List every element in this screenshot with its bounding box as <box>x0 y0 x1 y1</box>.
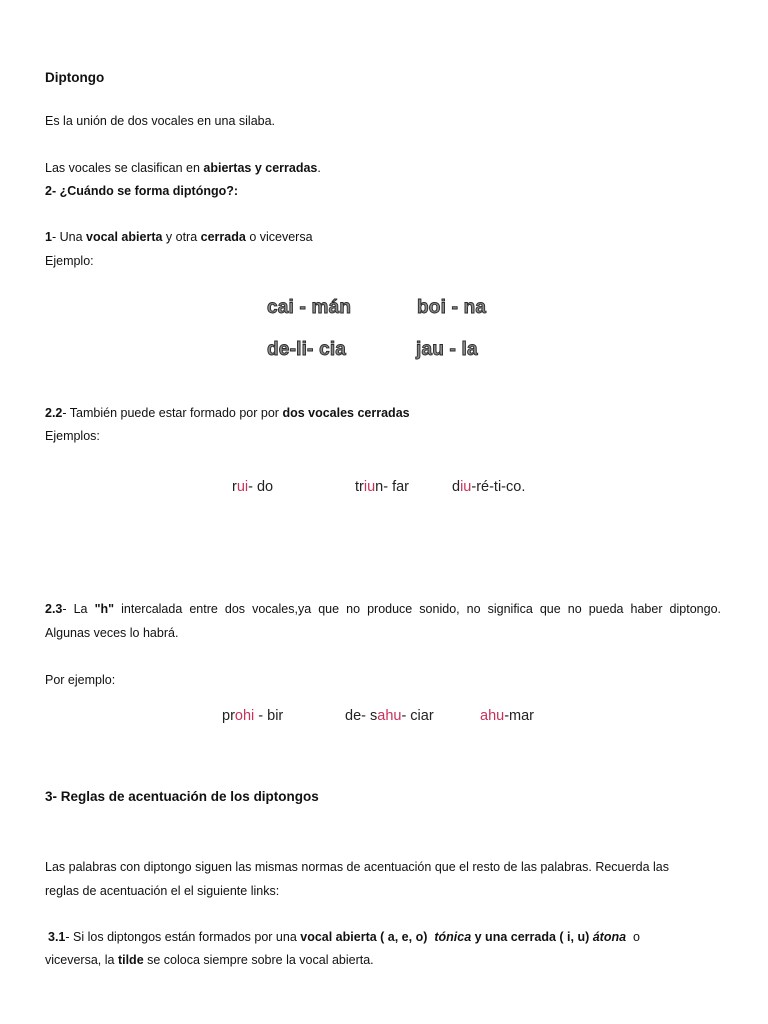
rule2-example-label: Ejemplos: <box>45 429 100 443</box>
rule31-t1: - Si los diptongos están formados por una <box>65 930 301 944</box>
rule1-t3: o viceversa <box>245 230 313 244</box>
syllable-part: tr <box>355 479 364 495</box>
rule1-example-label: Ejemplo: <box>45 254 94 268</box>
rule3-t2: intercalada entre dos vocales,ya que no produce sonido, no significa que no pueda haber diptongo. <box>114 602 721 616</box>
rule31-bold1: vocal abierta ( a, e, o) <box>300 930 428 944</box>
rule3-bold1: "h" <box>94 602 115 616</box>
syllable-word <box>222 706 283 726</box>
rule3-example-label: Por ejemplo: <box>45 673 116 687</box>
rule1-text <box>45 229 313 245</box>
rule31-l2-bold: tilde <box>117 953 144 967</box>
rule3-number: 2.3 <box>45 602 63 616</box>
syllable-part: pr <box>222 708 235 724</box>
classification-text <box>45 160 321 176</box>
example-word: de-li- cia <box>267 339 347 360</box>
classification-end: . <box>317 161 321 175</box>
syllable-part: r <box>232 479 237 495</box>
classification-lead: Las vocales se clasifican en <box>45 161 204 175</box>
rule1-t1: - Una <box>51 230 86 244</box>
rule3-t1: - La <box>62 602 95 616</box>
syllable-part: - do <box>248 479 274 495</box>
rule31-bold-italic1: tónica <box>434 930 472 944</box>
rule31-line1 <box>48 929 640 945</box>
syllable-word <box>232 477 273 497</box>
section3-intro-line2: reglas de acentuación el el siguiente links: <box>45 884 280 898</box>
syllable-word <box>452 477 525 497</box>
rule1-number: 1 <box>45 230 52 244</box>
syllable-part: -ré-ti-co. <box>471 479 526 495</box>
rule1-t2: y otra <box>162 230 201 244</box>
syllable-word <box>480 706 534 726</box>
diphthong-highlight: iu <box>363 479 376 495</box>
rule1-bold2: cerrada <box>200 230 246 244</box>
syllable-part: -mar <box>504 708 535 724</box>
syllable-word <box>345 706 434 726</box>
rule3-line1 <box>45 601 721 617</box>
section2-heading: 2- ¿Cuándo se forma diptóngo?: <box>45 184 239 198</box>
syllable-word <box>355 477 409 497</box>
classification-bold: abiertas y cerradas <box>203 161 318 175</box>
rule31-bold-italic2: átona <box>592 930 627 944</box>
rule31-l2-t1: viceversa, la <box>45 953 118 967</box>
syllable-part: n- far <box>375 479 409 495</box>
syllable-part: d <box>452 479 461 495</box>
section3-intro-line1: Las palabras con diptongo siguen las mismas normas de acentuación que el resto de las palabras. Recuerda las <box>45 860 669 874</box>
example-word: jau - la <box>416 339 478 360</box>
rule2-bold1: dos vocales cerradas <box>282 406 410 420</box>
rule2-text <box>45 405 410 421</box>
rule31-t2: o <box>626 930 640 944</box>
example-word: cai - mán <box>267 297 352 318</box>
page-title: Diptongo <box>45 70 105 85</box>
rule2-number: 2.2 <box>45 406 63 420</box>
rule31-l2-t2: se coloca siempre sobre la vocal abierta. <box>143 953 374 967</box>
diphthong-highlight: ahu <box>480 708 505 724</box>
syllable-part: - bir <box>254 708 284 724</box>
diphthong-highlight: ahu <box>377 708 402 724</box>
syllable-part: - ciar <box>401 708 434 724</box>
diphthong-highlight: iu <box>460 479 472 495</box>
intro-text: Es la unión de dos vocales en una silaba. <box>45 114 276 128</box>
diphthong-highlight: ui <box>236 479 249 495</box>
rule31-bold2: y una cerrada ( i, u) <box>471 930 593 944</box>
diphthong-highlight: ohi <box>234 708 255 724</box>
syllable-part: de- s <box>345 708 378 724</box>
rule1-bold1: vocal abierta <box>86 230 163 244</box>
example-word: boi - na <box>417 297 487 318</box>
rule2-t1: - También puede estar formado por por <box>62 406 283 420</box>
rule31-number: 3.1 <box>48 930 66 944</box>
rule31-line2 <box>45 952 374 968</box>
section3-heading: 3- Reglas de acentuación de los diptongos <box>45 789 319 804</box>
rule3-line2: Algunas veces lo habrá. <box>45 626 179 640</box>
